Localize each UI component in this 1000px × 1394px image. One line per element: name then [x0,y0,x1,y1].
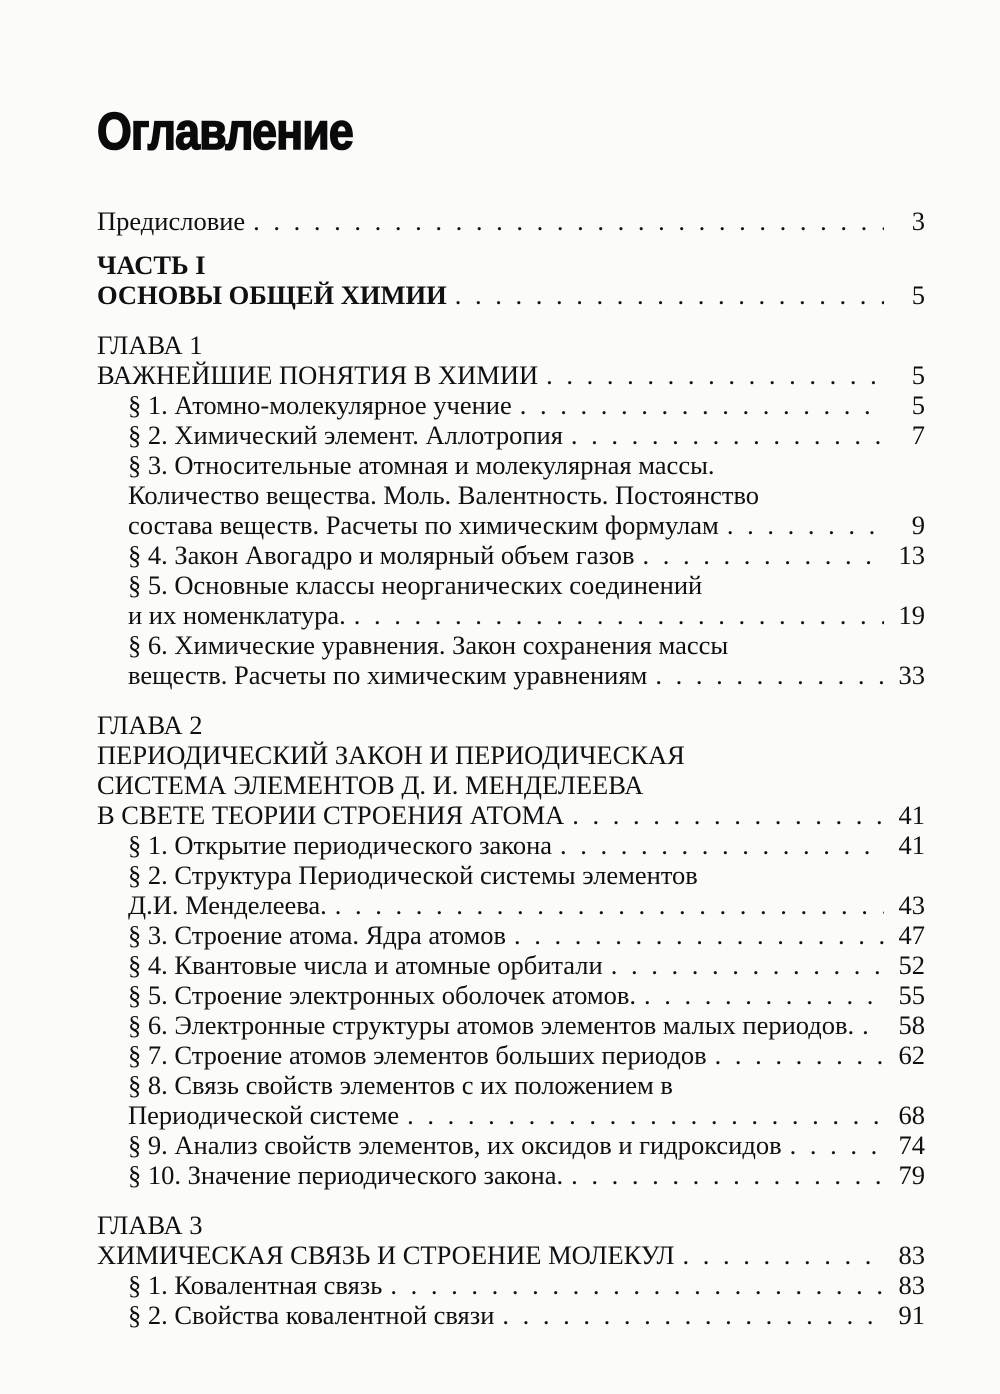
dot-leader [572,800,884,830]
toc-entry-text: § 2. Структура Периодической системы элементов [128,860,698,890]
toc-line [97,510,925,540]
toc-entry-text: ПЕРИОДИЧЕСКИЙ ЗАКОН И ПЕРИОДИЧЕСКАЯ [97,740,685,770]
toc-line [97,740,925,770]
toc-entry-text: ОСНОВЫ ОБЩЕЙ ХИМИИ [97,280,447,310]
toc-entry-text: ХИМИЧЕСКАЯ СВЯЗЬ И СТРОЕНИЕ МОЛЕКУЛ [97,1240,675,1270]
dot-leader [335,890,884,920]
toc-line [97,920,925,950]
toc-entry-text: ГЛАВА 2 [97,710,203,740]
toc-entry-text: § 10. Значение периодического закона. [128,1160,564,1190]
toc-list [97,206,925,1330]
dot-leader [253,206,884,236]
dot-leader [715,1040,884,1070]
page-number: 5 [911,360,925,390]
toc-line [97,250,925,280]
toc-entry-text: § 3. Относительные атомная и молекулярная массы. [128,450,715,480]
toc-entry-text: ВАЖНЕЙШИЕ ПОНЯТИЯ В ХИМИИ [97,360,539,390]
toc-entry-text: § 6. Электронные структуры атомов элементов малых периодов. [128,1010,855,1040]
toc-entry-text: ГЛАВА 1 [97,330,203,360]
page-number: 9 [911,510,925,540]
toc-line [97,830,925,860]
toc-line [97,860,925,890]
toc-line [97,1010,925,1040]
toc-entry-text: § 2. Химический элемент. Аллотропия [128,420,563,450]
page-number: 83 [898,1240,925,1270]
dot-leader [683,1240,884,1270]
dot-leader [644,980,884,1010]
toc-entry-text: ГЛАВА 3 [97,1210,203,1240]
dot-leader [390,1270,884,1300]
toc-line [97,890,925,920]
page-title: Оглавление [97,103,353,161]
toc-entry-text: § 2. Свойства ковалентной связи [128,1300,495,1330]
toc-entry-text: § 3. Строение атома. Ядра атомов [128,920,506,950]
toc-line [97,950,925,980]
page-number: 55 [898,980,925,1010]
page-number: 43 [898,890,925,920]
toc-line [97,480,925,510]
toc-entry-text: § 4. Закон Авогадро и молярный объем газов [128,540,635,570]
toc-entry-text: Периодической системе [128,1100,400,1130]
page-number: 5 [911,390,925,420]
toc-entry-text: § 5. Строение электронных оболочек атомов. [128,980,637,1010]
page-number: 74 [898,1130,925,1160]
dot-leader [611,950,884,980]
toc-line [97,660,925,690]
toc-entry-text: Предисловие [97,206,246,236]
toc-line [97,1240,925,1270]
toc-line [97,450,925,480]
toc-entry-text: Количество вещества. Моль. Валентность. Постоянство [128,480,760,510]
toc-line [97,710,925,740]
page-number: 52 [898,950,925,980]
toc-line [97,1070,925,1100]
toc-entry-text: веществ. Расчеты по химическим уравнениям [128,660,648,690]
toc-entry-text: состава веществ. Расчеты по химическим формулам [128,510,719,540]
toc-line [97,1300,925,1330]
toc-line [97,1160,925,1190]
dot-leader [790,1130,884,1160]
dot-leader [502,1300,884,1330]
page-number: 7 [911,420,925,450]
page-number: 5 [911,280,925,310]
toc-entry-text: и их номенклатура. [128,600,346,630]
toc-line [97,330,925,360]
toc-line [97,800,925,830]
page-number: 19 [898,600,925,630]
toc-line [97,206,925,236]
toc-entry-text: СИСТЕМА ЭЛЕМЕНТОВ Д. И. МЕНДЕЛЕЕВА [97,770,644,800]
toc-entry-text: § 7. Строение атомов элементов больших периодов [128,1040,707,1070]
toc-line [97,280,925,310]
page-number: 62 [898,1040,925,1070]
toc-entry-text: § 1. Открытие периодического закона [128,830,553,860]
page-number: 79 [898,1160,925,1190]
page-number: 58 [898,1010,925,1040]
toc-entry-text: В СВЕТЕ ТЕОРИИ СТРОЕНИЯ АТОМА [97,800,565,830]
page-number: 91 [898,1300,925,1330]
toc-line [97,570,925,600]
toc-line [97,540,925,570]
page-number: 13 [898,540,925,570]
toc-entry-text: § 9. Анализ свойств элементов, их оксидов и гидроксидов [128,1130,782,1160]
toc-entry-text: § 4. Квантовые числа и атомные орбитали [128,950,603,980]
page-number: 41 [898,830,925,860]
dot-leader [546,360,884,390]
page-number: 41 [898,800,925,830]
toc-line [97,630,925,660]
toc-line [97,1130,925,1160]
dot-leader [514,920,884,950]
page-number: 3 [911,206,925,236]
toc-entry-text: § 1. Атомно-молекулярное учение [128,390,512,420]
dot-leader [354,600,884,630]
toc-line [97,1040,925,1070]
page-number: 47 [898,920,925,950]
dot-leader [862,1010,884,1040]
dot-leader [655,660,884,690]
toc-entry-text: Д.И. Менделеева. [128,890,327,920]
toc-entry-text: § 5. Основные классы неорганических соединений [128,570,703,600]
dot-leader [571,420,884,450]
dot-leader [455,280,884,310]
toc-line [97,420,925,450]
page-number: 68 [898,1100,925,1130]
page-number: 33 [898,660,925,690]
dot-leader [727,510,884,540]
dot-leader [407,1100,884,1130]
toc-line [97,360,925,390]
dot-leader [520,390,884,420]
toc-line [97,1210,925,1240]
toc-entry-text: ЧАСТЬ I [97,250,206,280]
toc-line [97,1270,925,1300]
toc-line [97,980,925,1010]
toc-line [97,770,925,800]
page-number: 83 [898,1270,925,1300]
toc-entry-text: § 1. Ковалентная связь [128,1270,383,1300]
toc-line [97,600,925,630]
dot-leader [560,830,884,860]
dot-leader [643,540,884,570]
toc-line [97,390,925,420]
toc-entry-text: § 8. Связь свойств элементов с их положением в [128,1070,673,1100]
dot-leader [571,1160,884,1190]
toc-line [97,1100,925,1130]
toc-entry-text: § 6. Химические уравнения. Закон сохранения массы [128,630,729,660]
